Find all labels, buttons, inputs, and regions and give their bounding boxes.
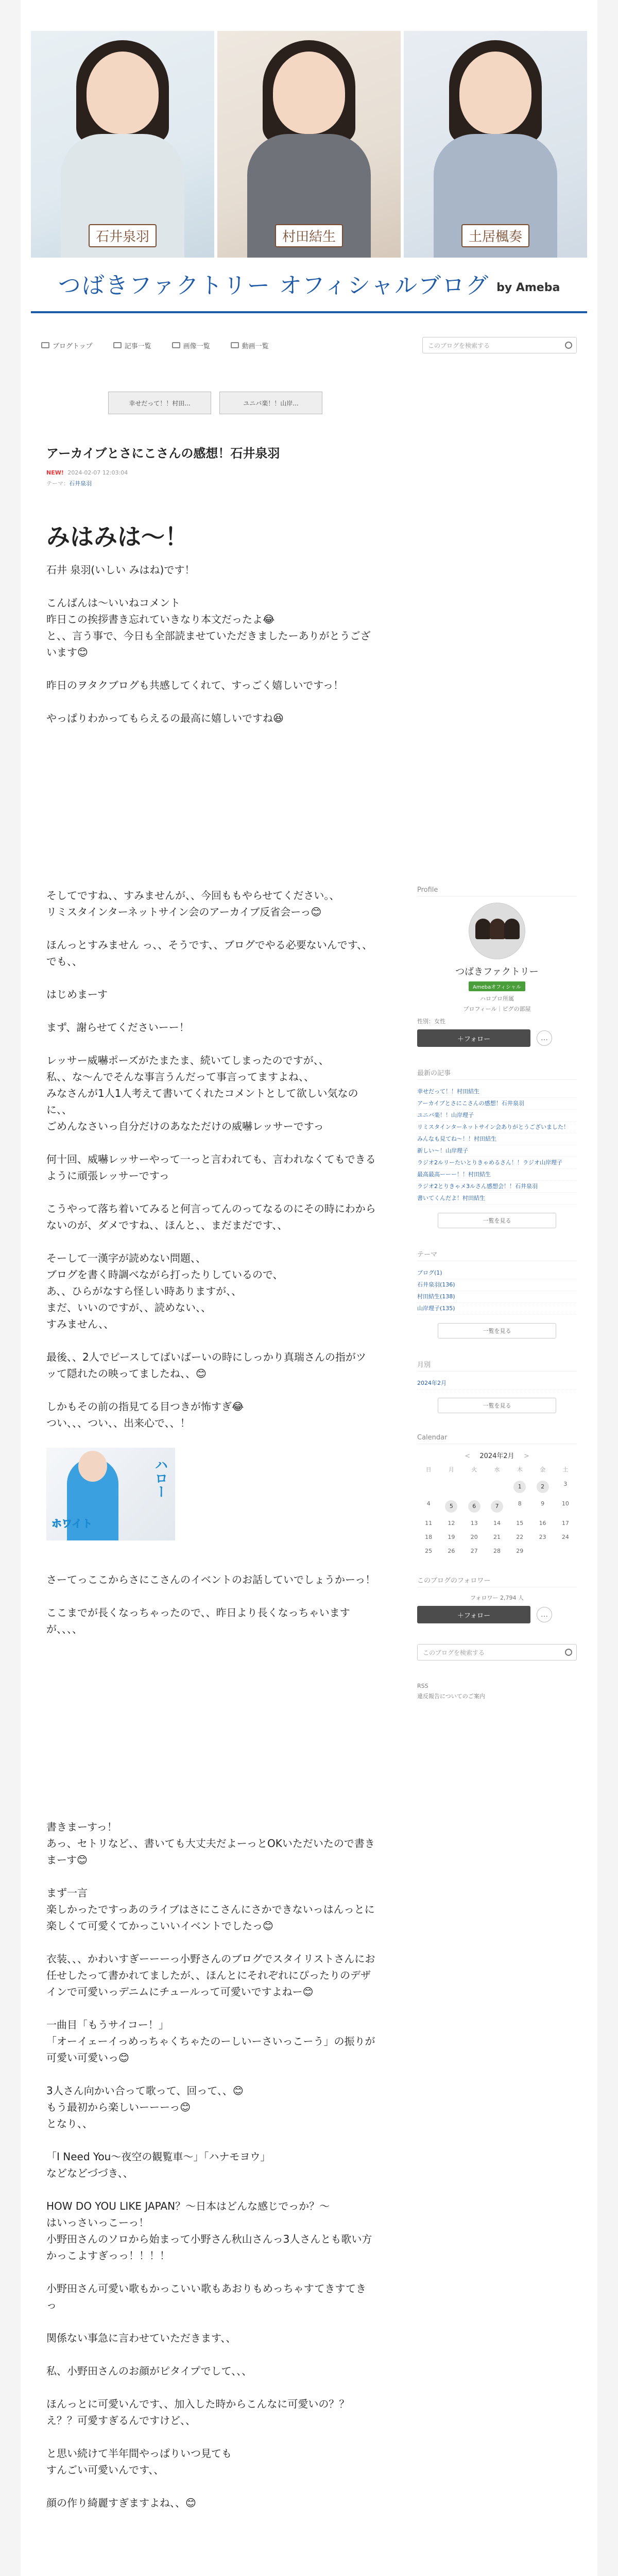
list-item[interactable]: ラジオ2とりきゃメ3ルさん感想会！！石井泉羽	[417, 1181, 577, 1193]
profile-links[interactable]: プロフィール｜ピグの部屋	[463, 1006, 531, 1012]
follow-button[interactable]: ＋フォロー	[417, 1029, 530, 1047]
calendar-day: 19	[448, 1534, 455, 1540]
paragraph: 昨日のヲタクブログも共感してくれて、すっごく嬉しいですっ！	[46, 679, 344, 691]
calendar-day-link[interactable]: 2	[537, 1481, 549, 1493]
calendar-weekday: 日	[425, 1466, 432, 1473]
follow-row	[417, 1606, 577, 1623]
recent-list	[417, 1086, 577, 1205]
calendar-day: 18	[425, 1534, 433, 1540]
paragraph: こうやって落ち着いてみると何言ってんのってなるのにその時にわからないのが、ダメですね、、ほんと、、まだまだです、、	[46, 1202, 376, 1231]
more-options-button[interactable]: …	[537, 1607, 552, 1622]
calendar-day-link[interactable]: 1	[513, 1481, 526, 1493]
paragraph: 「I Need You〜夜空の観覧車〜」「ハナモヨウ」 などなどづづき、、	[46, 2150, 271, 2179]
calendar-day	[440, 1481, 462, 1493]
entry-date: 2024-02-07 12:03:04	[67, 469, 128, 476]
calendar-day-link[interactable]: 6	[468, 1500, 480, 1513]
more-options-button[interactable]: …	[537, 1030, 552, 1046]
divider	[31, 311, 587, 313]
archive-more-button[interactable]: 一覧を見る	[438, 1398, 556, 1413]
paragraph: レッサー威嚇ポーズがたまたま、続いてしまったのですが、、 私、、な〜んでそんな事言うんだって事言ってますよね、、 みなさんが1人1人考えて書いてくれたコメントとして欲しい気なのに、、 ごめんなさいっ自分だけのあなただけの威嚇レッサーですっ	[46, 1054, 358, 1132]
nav-video-list[interactable]: 動画一覧	[231, 341, 269, 350]
list-item[interactable]: 2024年2月	[417, 1378, 577, 1389]
sidebar	[417, 886, 577, 1702]
home-icon	[41, 342, 49, 348]
calendar-weekday: 水	[494, 1466, 500, 1473]
calendar-grid	[417, 1465, 577, 1554]
calendar-day[interactable]	[486, 1500, 508, 1513]
calendar-day	[417, 1481, 440, 1493]
member-name: 村田結生	[275, 224, 343, 247]
list-item[interactable]: 山岸理子(135)	[417, 1303, 577, 1315]
profile-name[interactable]: つばきファクトリー	[455, 967, 539, 977]
paragraph: 何十回、威嚇レッサーやって一っと言われても、言われなくてもできるように頑張レッサーですっ	[46, 1153, 376, 1182]
member-photos	[31, 31, 587, 258]
paragraph: そーして一漢字が読めない問題、、 ブログを書く時調べながら打ったりしているので、 あ、、ひらがなすら怪しい時ありますが、、 まだ、いいのですが、、読めない、、 すみません、、	[46, 1252, 283, 1330]
paragraph: まず一言 楽しかったですっあのライブはさにこさんにさかできないっはんっとに楽しくて可愛くてかっこいいイベントでしたっ😊	[46, 1887, 375, 1932]
paragraph: HOW DO YOU LIKE JAPAN？〜日本はどんな感じでっか？〜 はいっさいっこーっ！ 小野田さんのソロから始まって小野さん秋山さんっ3人さんとも歌い方かっこよすぎっっ！！！！	[46, 2200, 372, 2262]
image-icon	[172, 342, 180, 348]
paragraph: 書きまーすっ！ あっ、セトリなど、、書いても大丈夫だよーっとOKいただいたので書きまーす😊	[46, 1821, 375, 1866]
calendar-day: 4	[426, 1500, 431, 1507]
member-photo	[217, 31, 401, 258]
header-banner[interactable]	[31, 31, 587, 319]
entry-theme: テーマ：石井泉羽	[46, 480, 92, 487]
greeting-heading: みはみは〜！	[46, 523, 188, 551]
theme-list	[417, 1267, 577, 1315]
calendar-day	[463, 1481, 486, 1493]
calendar-day: 27	[470, 1548, 478, 1554]
video-icon	[231, 342, 239, 348]
calendar-day: 16	[539, 1520, 546, 1527]
list-item[interactable]: ラジオ2ルリーたいとりきゃめるさん！！ラジオ山岸理子	[417, 1157, 577, 1169]
calendar-day: 3	[563, 1481, 568, 1487]
nav-image-list[interactable]: 画像一覧	[172, 341, 210, 350]
search-icon[interactable]	[565, 1649, 572, 1656]
list-item[interactable]: リミスタインターネットサイン会ありがとうございました！	[417, 1122, 577, 1133]
blog-nav	[41, 335, 577, 355]
member-name: 石井泉羽	[89, 224, 157, 247]
calendar-day: 12	[448, 1520, 455, 1527]
paragraph: ほんっとすみません っ、、そうです、、ブログでやる必要ないんです、、でも、、	[46, 939, 373, 968]
archive-list	[417, 1378, 577, 1389]
paragraph: 小野田さん可愛い歌もかっこいい歌もあおりもめっちゃすてきすてきっ	[46, 2282, 366, 2311]
calendar-title	[417, 1450, 577, 1460]
nav-blog-top[interactable]: ブログトップ	[41, 341, 93, 350]
list-item[interactable]: 書いてくんだよ！村田結生	[417, 1193, 577, 1205]
paragraph: やっぱりわかってもらえるの最高に嬉しいですね😆	[46, 712, 284, 724]
avatar[interactable]	[469, 903, 525, 959]
paragraph: 一曲目「もうサイコー！」 「オーイェーイっめっちゃくちゃたのーしいーさいっこーう」の振りが可愛い可愛いっ😊	[46, 2019, 375, 2064]
list-item[interactable]: ブログ(1)	[417, 1267, 577, 1279]
list-item[interactable]: ユニバ楽！！山岸理子	[417, 1110, 577, 1122]
member-name: 土居楓奏	[461, 224, 529, 247]
theme-more-button[interactable]: 一覧を見る	[438, 1323, 556, 1338]
profile-sub: ハロプロ所属	[480, 995, 514, 1002]
list-item[interactable]: 最高最高ーーー！！村田結生	[417, 1169, 577, 1181]
calendar-day-link[interactable]: 5	[445, 1500, 457, 1513]
calendar-weekday: 木	[517, 1466, 523, 1473]
paragraph: はじめまーす	[46, 988, 108, 1001]
follower-heading: このブログのフォロワー	[417, 1575, 577, 1587]
theme-heading: テーマ	[417, 1249, 577, 1261]
calendar-prev-button[interactable]: <	[465, 1452, 471, 1460]
list-item[interactable]: アーカイブとさにこさんの感想！石井泉羽	[417, 1098, 577, 1110]
calendar-day[interactable]	[508, 1481, 531, 1493]
list-item[interactable]: 村田結生(138)	[417, 1291, 577, 1303]
calendar-month: 2024年2月	[479, 1452, 514, 1460]
report-link[interactable]: 違反報告についてのご案内	[417, 1693, 485, 1700]
entry-meta	[46, 469, 376, 476]
paragraph: 衣装、、、かわいすぎーーーっ小野さんのブログでスタイリストさんにお任せしたって書かれてましたが、、ほんとにそれぞれにぴったりのデザインで可愛いっデニムにチュールって可愛いですよねー😊	[46, 1953, 375, 1998]
page	[21, 0, 597, 2576]
calendar-day: 8	[518, 1500, 522, 1507]
entry-pager	[108, 392, 322, 414]
image-caption: ホワイト	[52, 1517, 93, 1530]
prev-entry-button[interactable]: 幸せだって！！村田...	[108, 392, 211, 414]
calendar-day: 14	[493, 1520, 501, 1527]
calendar-day: 9	[541, 1500, 545, 1507]
calendar-day: 10	[561, 1500, 569, 1507]
entry-image[interactable]	[46, 1448, 175, 1540]
entry-title[interactable]: アーカイブとさにこさんの感想！石井泉羽	[46, 446, 280, 461]
paragraph: まず、謝らせてくださいーー！	[46, 1021, 190, 1033]
spacer	[46, 743, 376, 887]
calendar-next-button[interactable]: >	[523, 1452, 529, 1460]
paragraph: ほんっとに可愛いんです、、加入した時からこんなに可愛いの？？え？？可愛すぎるんですけど、、	[46, 2398, 350, 2427]
paragraph: こんばんは〜いいねコメント 昨日この挨拶書き忘れていきなり本文だったよ😂 と、、言う事で、今日も全部読ませていただきましたーありがとうございます😊	[46, 597, 371, 658]
theme-link[interactable]: 石井泉羽	[69, 480, 92, 487]
paragraph: ここまでが長くなっちゃったので、、昨日より長くなっちゃいますが、、、、	[46, 1606, 350, 1635]
search-icon[interactable]	[565, 342, 572, 349]
recent-more-button[interactable]: 一覧を見る	[438, 1213, 556, 1228]
calendar-day: 25	[425, 1548, 433, 1554]
ameba-logo: by Ameba	[496, 281, 560, 294]
calendar-heading: Calendar	[417, 1434, 577, 1444]
follower-count: フォロワー 2,794 人	[470, 1595, 524, 1601]
calendar-day: 28	[493, 1548, 501, 1554]
calendar-day: 15	[516, 1520, 524, 1527]
entry-body	[46, 443, 376, 2528]
rss-link[interactable]: RSS	[417, 1683, 428, 1689]
member-photo	[31, 31, 214, 258]
list-item[interactable]: 幸せだって！！村田結生	[417, 1086, 577, 1098]
paragraph: 私、小野田さんのお顔がピタイプでして、、、	[46, 2365, 252, 2377]
calendar-weekday: 金	[540, 1466, 546, 1473]
paragraph: と思い続けて半年間やっぱりいつ見ても すんごい可愛いんです、、	[46, 2447, 232, 2476]
calendar-day: 17	[561, 1520, 569, 1527]
calendar-day: 29	[516, 1548, 524, 1554]
calendar-day: 26	[448, 1548, 455, 1554]
calendar-day[interactable]	[463, 1500, 486, 1513]
calendar-day: 23	[539, 1534, 546, 1540]
profile-meta: 性別：女性	[417, 1018, 445, 1025]
recent-heading: 最新の記事	[417, 1067, 577, 1080]
calendar-day: 21	[493, 1534, 501, 1540]
archive-heading: 月別	[417, 1359, 577, 1371]
calendar-day: 13	[470, 1520, 478, 1527]
calendar-day[interactable]	[440, 1500, 462, 1513]
paragraph: 関係ない事急に言わせていただきます、、	[46, 2332, 236, 2344]
image-caption: ハロー	[152, 1458, 168, 1498]
next-entry-button[interactable]: ユニバ楽！！山岸...	[219, 392, 322, 414]
blog-title[interactable]	[31, 258, 587, 309]
calendar-day-link[interactable]: 7	[491, 1500, 503, 1513]
calendar-weekday: 火	[471, 1466, 477, 1473]
blog-search-input[interactable]: このブログを検索する	[422, 337, 577, 353]
paragraph: しかもその前の指見てる目つきが怖すぎ😂 つい、、、つい、、出来心で、、！	[46, 1400, 244, 1429]
calendar-day	[531, 1548, 554, 1554]
paragraph: 最後、、2人でピースしてばいばーいの時にしっかり真瑞さんの指がツッて隠れたの映ってましたね、、😊	[46, 1351, 366, 1380]
calendar-day[interactable]	[531, 1481, 554, 1493]
blog-title-text: つばきファクトリー オフィシャルブログ	[58, 273, 490, 299]
list-item[interactable]: 石井泉羽(136)	[417, 1279, 577, 1291]
paragraph: そしてですね、、すみませんが、、今回ももやらせてください。、 リミスタインターネットサイン会のアーカイブ反省会ーっ😊	[46, 889, 340, 918]
paragraph: 3人さん向かい合って歌って、回って、、😊 もう最初から楽しいーーーっ😊 となり、、	[46, 2084, 244, 2130]
list-item[interactable]: みんなも見てね〜！！村田結生	[417, 1133, 577, 1145]
new-badge: NEW!	[46, 469, 64, 476]
paragraph: 顔の作り綺麗すぎますよね、、😊	[46, 2497, 196, 2509]
spacer	[46, 1654, 376, 1819]
calendar-day	[486, 1481, 508, 1493]
paragraph: さーてっここからさにこさんのイベントのお話していでしょうかーっ！	[46, 1573, 376, 1586]
profile-box	[417, 903, 577, 1047]
calendar-day	[554, 1548, 577, 1554]
calendar-day: 20	[470, 1534, 478, 1540]
profile-heading: Profile	[417, 886, 577, 896]
nav-entry-list[interactable]: 記事一覧	[113, 341, 151, 350]
official-badge: Amebaオフィシャル	[469, 981, 525, 991]
follow-row	[417, 1029, 577, 1047]
calendar-day: 22	[516, 1534, 524, 1540]
calendar-day: 11	[425, 1520, 433, 1527]
sidebar-search-input[interactable]: このブログを検索する	[417, 1644, 577, 1660]
calendar-day: 24	[561, 1534, 569, 1540]
list-icon	[113, 342, 122, 348]
calendar-weekday: 月	[448, 1466, 454, 1473]
paragraph: 石井 泉羽(いしい みはね)です！	[46, 564, 195, 576]
list-item[interactable]: 新しい〜！山岸理子	[417, 1145, 577, 1157]
member-photo	[404, 31, 587, 258]
follow-button[interactable]: ＋フォロー	[417, 1606, 530, 1623]
calendar-weekday: 土	[562, 1466, 569, 1473]
